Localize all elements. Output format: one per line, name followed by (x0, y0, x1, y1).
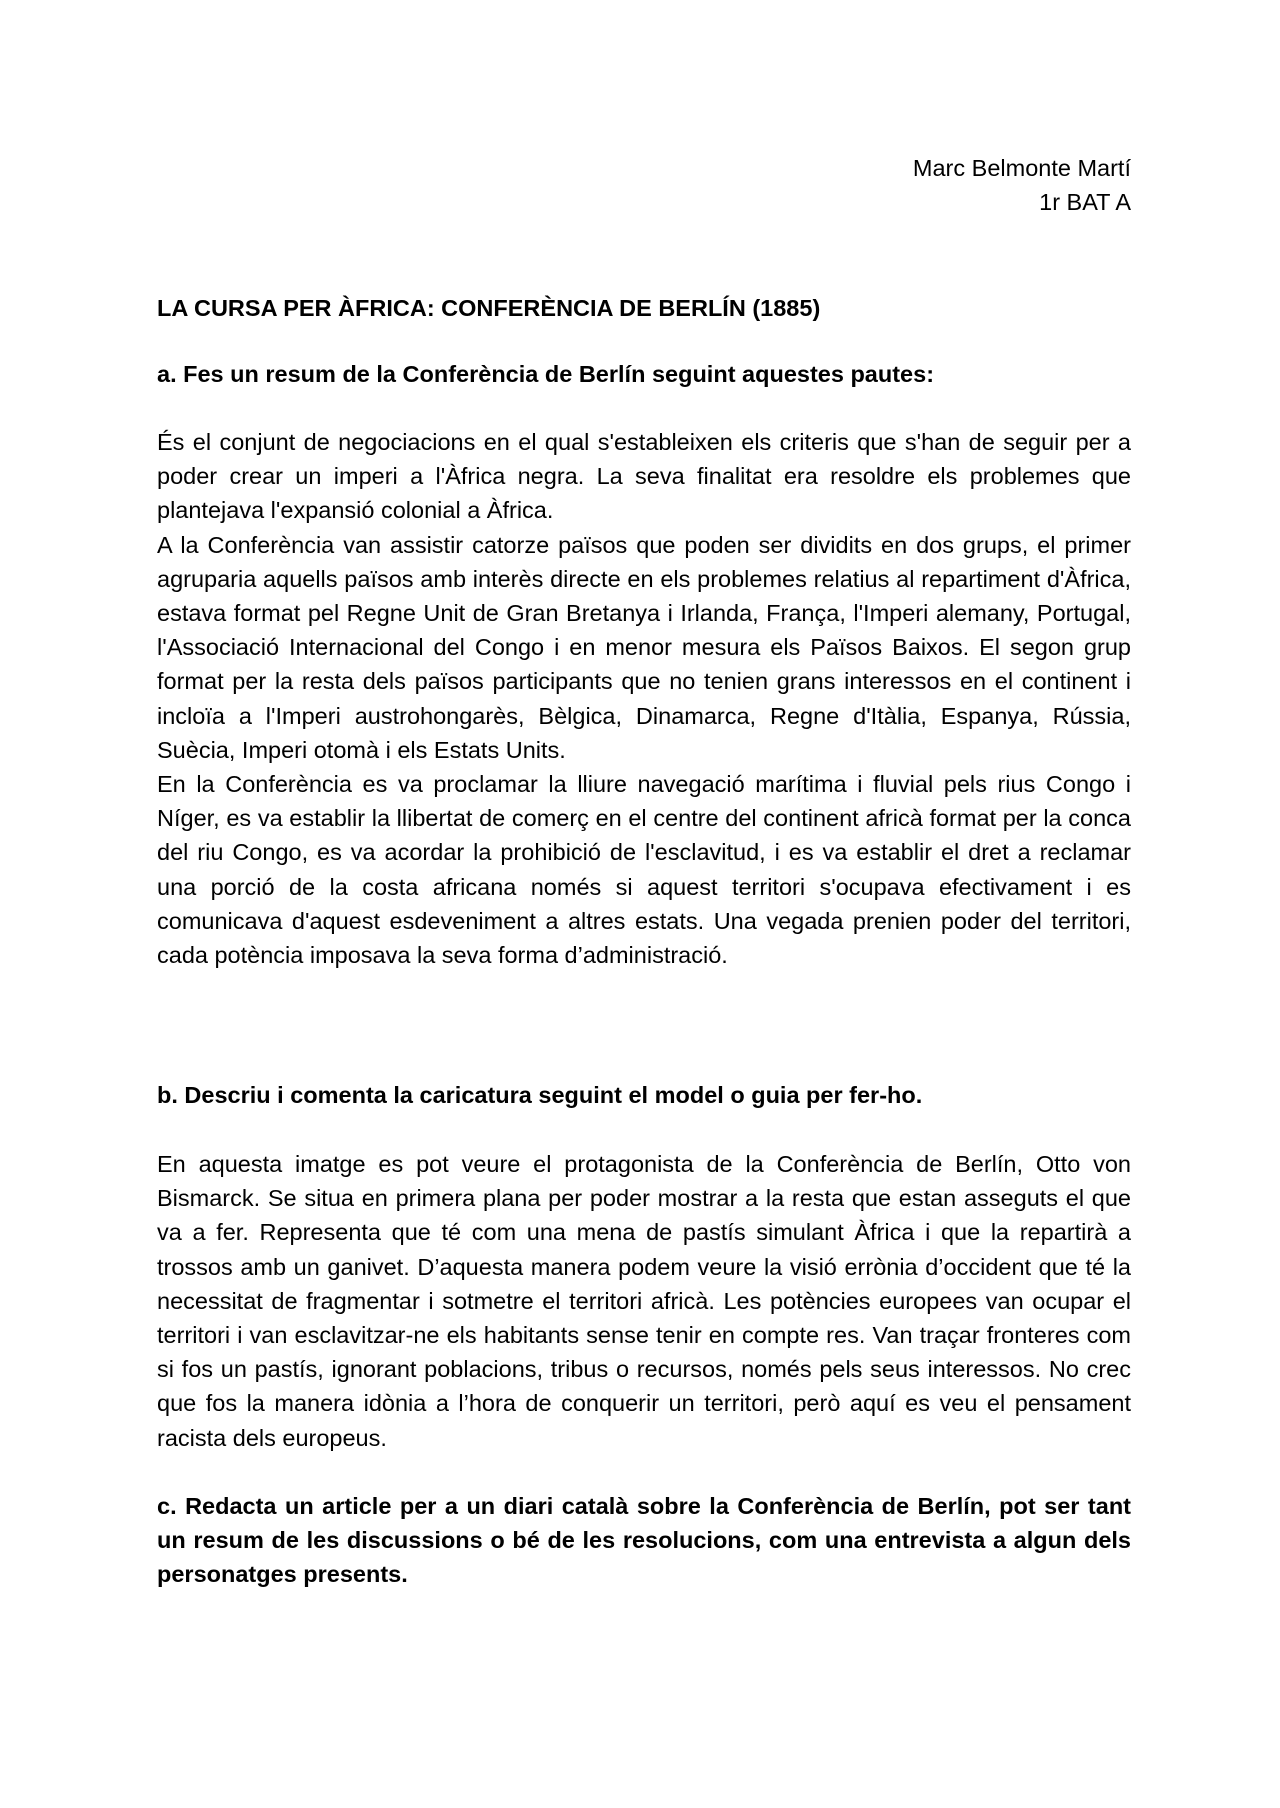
class-label: 1r BAT A (1039, 189, 1131, 215)
section-a-paragraph: En la Conferència es va proclamar la lliure navegació marítima i fluvial pels rius Congo i Níger, es va establir la llibertat de comerç en el centre del continent africà format per la conca del riu Congo, es va acordar la prohibició de l'esclavitud, i es va establir el dret a reclamar una porció de la costa africana només si aquest territori s'ocupava efectivament i es comunicava d'aquest esdeveniment a altres estats. Una vegada prenien poder del territori, cada potència imposava la seva forma d’administració. (157, 771, 1131, 969)
section-b-heading: b. Descriu i comenta la caricatura seguint el model o guia per fer-ho. (157, 1082, 923, 1108)
section-a-paragraph: A la Conferència van assistir catorze països que poden ser dividits en dos grups, el primer agruparia aquells països amb interès directe en els problemes relatius al repartiment d'Àfrica, estava format pel Regne Unit de Gran Bretanya i Irlanda, França, l'Imperi alemany, Portugal, l'Associació Internacional del Congo i en menor mesura els Països Baixos. El segon grup format per la resta dels països participants que no tenien grans interessos en el continent i incloïa a l'Imperi austrohongarès, Bèlgica, Dinamarca, Regne d'Itàlia, Espanya, Rússia, Suècia, Imperi otomà i els Estats Units. (157, 531, 1131, 763)
section-b-paragraph: En aquesta imatge es pot veure el protagonista de la Conferència de Berlín, Otto von Bismarck. Se situa en primera plana per poder mostrar a la resta que estan asseguts el que va a fer. Representa que té com una mena de pastís simulant Àfrica i que la repartirà a trossos amb un ganivet. D’aquesta manera podem veure la visió errònia d’occident que té la necessitat de fragmentar i sotmetre el territori africà. Les potències europees van ocupar el territori i van esclavitzar-ne els habitants sense tenir en compte res. Van traçar fronteres com si fos un pastís, ignorant poblacions, tribus o recursos, només pels seus interessos. No crec que fos la manera idònia a l’hora de conquerir un territori, però aquí es veu el pensament racista dels europeus. (157, 1151, 1131, 1451)
section-a-heading: a. Fes un resum de la Conferència de Berlín seguint aquestes pautes: (157, 361, 935, 387)
section-a-body (157, 425, 1131, 972)
section-a-paragraph: És el conjunt de negociacions en el qual s'estableixen els criteris que s'han de seguir per a poder crear un imperi a l'Àfrica negra. La seva finalitat era resoldre els problemes que plantejava l'expansió colonial a Àfrica. (157, 429, 1131, 524)
document-title: LA CURSA PER ÀFRICA: CONFERÈNCIA DE BERLÍN (1885) (157, 295, 821, 321)
author-name: Marc Belmonte Martí (912, 155, 1131, 181)
author-block (913, 151, 1131, 219)
section-c-heading: c. Redacta un article per a un diari català sobre la Conferència de Berlín, pot ser tant un resum de les discussions o bé de les resolucions, com una entrevista a algun dels personatges presents. (157, 1493, 1131, 1587)
section-b-body (157, 1147, 1131, 1455)
